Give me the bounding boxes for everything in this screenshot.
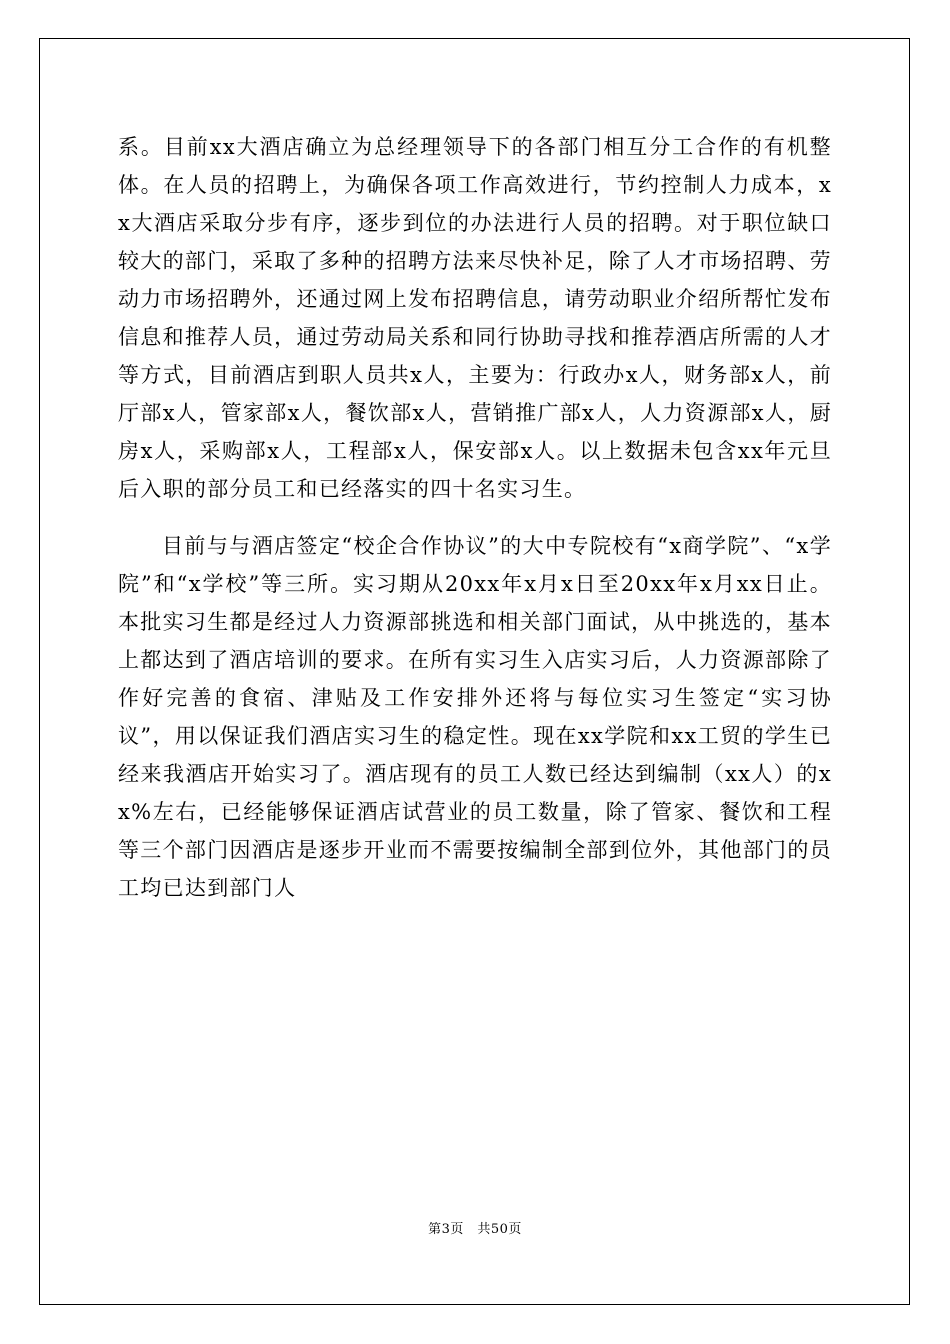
paragraph-2: 目前与与酒店签定“校企合作协议”的大中专院校有“x商学院”、“x学院”和“x学校”等三所。实习期从20xx年x月x日至20xx年x月xx日止。本批实习生都是经过人力资源部挑选和相关部门面试，从中挑选的，基本上都达到了酒店培训的要求。在所有实习生入店实习后，人力资源部除了作好完善的食宿、津贴及工作安排外还将与每位实习生签定“实习协议”，用以保证我们酒店实习生的稳定性。现在xx学院和xx工贸的学生已经来我酒店开始实习了。酒店现有的员工人数已经达到编制（xx人）的xx%左右，已经能够保证酒店试营业的员工数量，除了管家、餐饮和工程等三个部门因酒店是逐步开业而不需要按编制全部到位外，其他部门的员工均已达到部门人 [118,534,832,900]
page-footer: 第3页 共50页 [428,1222,522,1237]
paragraph-1: 系。目前xx大酒店确立为总经理领导下的各部门相互分工合作的有机整体。在人员的招聘上，为确保各项工作高效进行，节约控制人力成本，xx大酒店采取分步有序，逐步到位的办法进行人员的招聘。对于职位缺口较大的部门，采取了多种的招聘方法来尽快补足，除了人才市场招聘、劳动力市场招聘外，还通过网上发布招聘信息，请劳动职业介绍所帮忙发布信息和推荐人员，通过劳动局关系和同行协助寻找和推荐酒店所需的人才等方式，目前酒店到职人员共x人，主要为：行政办x人，财务部x人，前厅部x人，管家部x人，餐饮部x人，营销推广部x人，人力资源部x人，厨房x人，采购部x人，工程部x人，保安部x人。以上数据未包含xx年元旦后入职的部分员工和已经落实的四十名实习生。 [118,135,832,501]
document-body [118,128,832,907]
